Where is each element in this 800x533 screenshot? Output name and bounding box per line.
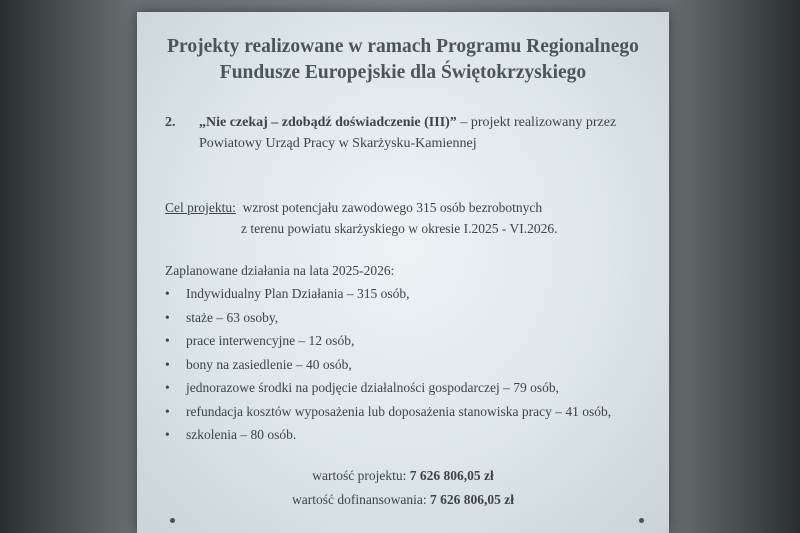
actions-header: Zaplanowane działania na lata 2025-2026: [165, 263, 395, 278]
screen-corner-dot-right [639, 518, 644, 523]
project-values [137, 464, 669, 512]
project-name: „Nie czekaj – zdobądź doświadczenie (III)” [199, 115, 457, 130]
funding-value-line: wartość dofinansowania: 7 626 806,05 zł [292, 492, 514, 507]
projection-screen [137, 12, 669, 533]
goal-label: Cel projektu: [165, 200, 236, 215]
project-value-line: wartość projektu: 7 626 806,05 zł [312, 468, 494, 483]
list-item: • jednorazowe środki na podjęcie działalności gospodarczej – 79 osób, [165, 376, 611, 400]
list-item: • staże – 63 osoby, [165, 306, 611, 330]
project-intro: – projekt realizowany przez [456, 115, 617, 130]
bullet-icon: • [165, 403, 170, 419]
list-item: • bony na zasiedlenie – 40 osób, [165, 353, 611, 377]
slide-title-line1: Projekty realizowane w ramach Programu Regionalnego [167, 36, 639, 57]
list-item: • szkolenia – 80 osób. [165, 423, 611, 447]
bullet-icon: • [165, 333, 170, 348]
project-goal [165, 197, 558, 239]
bullet-icon: • [165, 309, 170, 325]
bullet-icon: • [165, 427, 170, 442]
point-number: 2. [165, 115, 176, 130]
slide-title [137, 34, 669, 86]
planned-actions [165, 260, 611, 447]
list-item: • Indywidualny Plan Działania – 315 osób, [165, 282, 611, 306]
slide-title-line2: Fundusze Europejskie dla Świętokrzyskiego [219, 62, 587, 83]
bullet-icon: • [165, 286, 170, 301]
list-item: • refundacja kosztów wyposażenia lub doposażenia stanowiska pracy – 41 osób, [165, 400, 611, 424]
list-item: • prace interwencyjne – 12 osób, [165, 329, 611, 353]
bullet-icon: • [165, 380, 170, 395]
project-line2: Powiatowy Urząd Pracy w Skarżysku-Kamiennej [199, 136, 477, 151]
funding-value: 7 626 806,05 zł [429, 492, 514, 507]
goal-line2: z terenu powiatu skarżyskiego w okresie I.2025 - VI.2026. [241, 221, 558, 236]
goal-line1: wzrost potencjału zawodowego 315 osób bezrobotnych [242, 200, 543, 215]
screen-corner-dot-left [170, 518, 175, 523]
bullet-icon: • [165, 356, 170, 372]
actions-list [165, 282, 611, 447]
project-value: 7 626 806,05 zł [409, 468, 494, 483]
